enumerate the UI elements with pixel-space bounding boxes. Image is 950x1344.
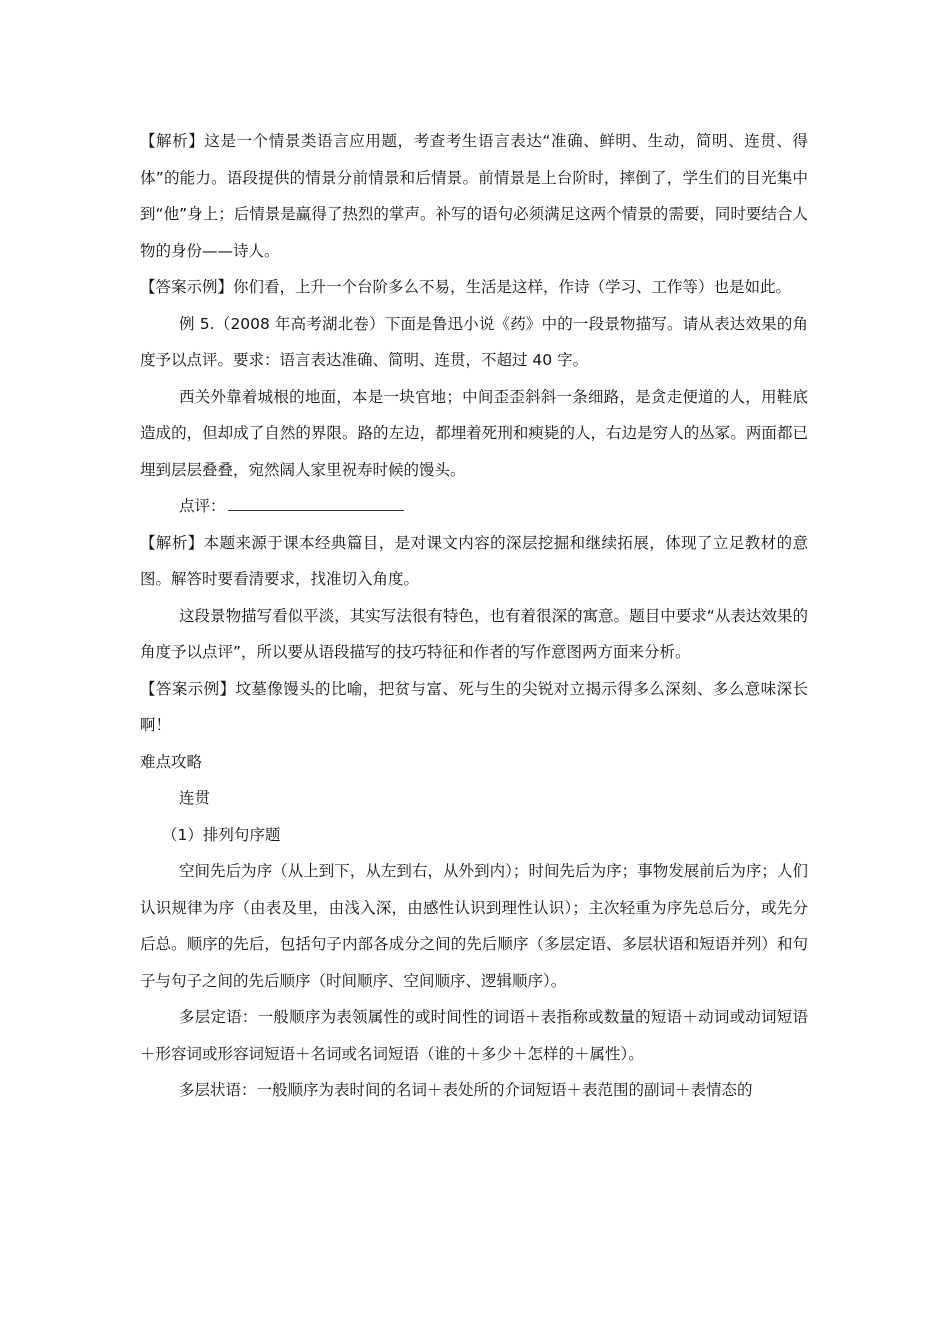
analysis-paragraph-3: 这段景物描写看似平淡，其实写法很有特色，也有着很深的寓意。题目中要求“从表达效果的角度予以点评”，所以要从语段描写的技巧特征和作者的写作意图两方面来分析。 [140, 606, 808, 661]
analysis-paragraph-1: 【解析】这是一个情景类语言应用题，考查考生语言表达“准确、鲜明、生动，简明、连贯、得体”的能力。语段提供的情景分前情景和后情景。前情景是上台阶时，摔倒了，学生们的目光集中到“他”身上；后情景是赢得了热烈的掌声。补写的语句必须满足这两个情景的需要，同时要结合人物的身份——诗人。 [140, 132, 808, 260]
comment-label: 点评： [179, 497, 226, 515]
example-5-question: 例 5.（2008 年高考湖北卷）下面是鲁迅小说《药》中的一段景物描写。请从表达效果的角度予以点评。要求：语言表达准确、简明、连贯，不超过 40 字。 [140, 314, 808, 369]
subheading-coherence: 连贯 [179, 789, 211, 807]
comment-blank [228, 496, 404, 511]
analysis-paragraph-2: 【解析】本题来源于课本经典篇目，是对课文内容的深层挖掘和继续拓展，体现了立足教材的意图。解答时要看清要求，找准切入角度。 [140, 533, 808, 588]
ordering-rules-paragraph: 空间先后为序（从上到下，从左到右，从外到内）；时间先后为序；事物发展前后为序；人们认识规律为序（由表及里，由浅入深，由感性认识到理性认识）；主次轻重为序先总后分，或先分后总。顺序的先后，包括句子内部各成分之间的先后顺序（多层定语、多层状语和短语并列）和句子与句子之间的先后顺序（时间顺序、空间顺序、逻辑顺序）。 [140, 862, 808, 990]
answer-example-1: 【答案示例】你们看，上升一个台阶多么不易，生活是这样，作诗（学习、工作等）也是如此。 [140, 278, 792, 296]
subheading-sentence-order: （1）排列句序题 [162, 825, 281, 844]
answer-example-2: 【答案示例】坟墓像馒头的比喻，把贫与富、死与生的尖锐对立揭示得多么深刻、多么意味深长啊！ [140, 679, 808, 734]
comment-line [140, 488, 808, 525]
document-body [140, 123, 808, 1109]
multi-attributive-paragraph: 多层定语：一般顺序为表领属性的或时间性的词语＋表指称或数量的短语＋动词或动词短语＋形容词或形容词短语＋名词或名词短语（谁的＋多少＋怎样的＋属性）。 [140, 1008, 808, 1063]
quoted-passage: 西关外靠着城根的地面，本是一块官地；中间歪歪斜斜一条细路，是贪走便道的人，用鞋底造成的，但却成了自然的界限。路的左边，都埋着死刑和瘐毙的人，右边是穷人的丛冢。两面都已埋到层层叠叠，宛然阔人家里祝寿时候的馒头。 [140, 387, 808, 479]
multi-adverbial-paragraph: 多层状语：一般顺序为表时间的名词＋表处所的介词短语＋表范围的副词＋表情态的 [179, 1081, 753, 1099]
section-heading-difficulty: 难点攻略 [140, 752, 203, 771]
